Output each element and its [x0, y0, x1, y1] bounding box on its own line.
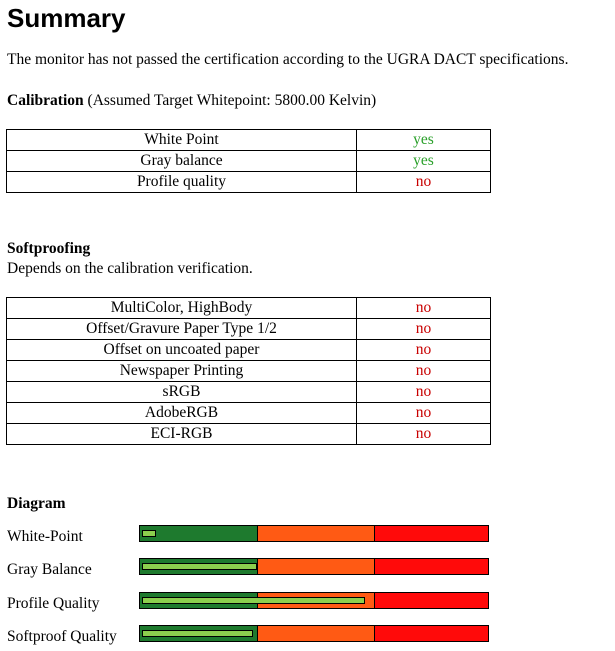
- diagram-label-profile-quality: Profile Quality: [7, 595, 100, 612]
- good-zone: [140, 526, 257, 541]
- row-label: AdobeRGB: [7, 403, 357, 424]
- row-label: Offset on uncoated paper: [7, 340, 357, 361]
- table-row: [7, 298, 491, 319]
- warn-zone: [257, 626, 374, 641]
- diagram-bar: [139, 592, 489, 609]
- calibration-note: (Assumed Target Whitepoint: 5800.00 Kelvin): [87, 92, 377, 109]
- row-result: no: [357, 382, 491, 403]
- row-label: Offset/Gravure Paper Type 1/2: [7, 319, 357, 340]
- row-label: Gray balance: [7, 151, 357, 172]
- row-result: no: [357, 298, 491, 319]
- table-row: [7, 130, 491, 151]
- bad-zone: [374, 593, 488, 608]
- quality-indicator: [142, 597, 365, 604]
- diagram-label-softproof-quality: Softproof Quality: [7, 628, 117, 645]
- intro-text: The monitor has not passed the certification according to the UGRA DACT specifications.: [7, 51, 569, 68]
- table-row: [7, 151, 491, 172]
- row-label: sRGB: [7, 382, 357, 403]
- row-result: no: [357, 340, 491, 361]
- row-label: ECI-RGB: [7, 424, 357, 445]
- warn-zone: [257, 559, 374, 574]
- row-result: yes: [357, 130, 491, 151]
- row-result: yes: [357, 151, 491, 172]
- row-result: no: [357, 361, 491, 382]
- row-label: MultiColor, HighBody: [7, 298, 357, 319]
- diagram-label-gray-balance: Gray Balance: [7, 561, 92, 578]
- bad-zone: [374, 626, 488, 641]
- table-row: [7, 340, 491, 361]
- row-label: Profile quality: [7, 172, 357, 193]
- row-result: no: [357, 172, 491, 193]
- table-row: [7, 424, 491, 445]
- calibration-heading: Calibration: [7, 92, 84, 109]
- page-title: Summary: [7, 3, 126, 33]
- diagram-heading: Diagram: [7, 495, 66, 512]
- calibration-header: [7, 92, 376, 110]
- diagram-bar: [139, 525, 489, 542]
- table-row: [7, 319, 491, 340]
- quality-indicator: [142, 530, 156, 537]
- row-label: Newspaper Printing: [7, 361, 357, 382]
- table-row: [7, 361, 491, 382]
- softproofing-table: [6, 297, 491, 445]
- row-label: White Point: [7, 130, 357, 151]
- calibration-table: [6, 129, 491, 193]
- row-result: no: [357, 319, 491, 340]
- table-row: [7, 172, 491, 193]
- diagram-label-white-point: White-Point: [7, 528, 83, 545]
- quality-indicator: [142, 563, 257, 570]
- bad-zone: [374, 526, 488, 541]
- diagram-bar: [139, 625, 489, 642]
- diagram-bar: [139, 558, 489, 575]
- row-result: no: [357, 424, 491, 445]
- softproofing-note: Depends on the calibration verification.: [7, 260, 253, 277]
- softproofing-heading: Softproofing: [7, 240, 91, 257]
- table-row: [7, 403, 491, 424]
- bad-zone: [374, 559, 488, 574]
- row-result: no: [357, 403, 491, 424]
- quality-indicator: [142, 630, 253, 637]
- warn-zone: [257, 526, 374, 541]
- table-row: [7, 382, 491, 403]
